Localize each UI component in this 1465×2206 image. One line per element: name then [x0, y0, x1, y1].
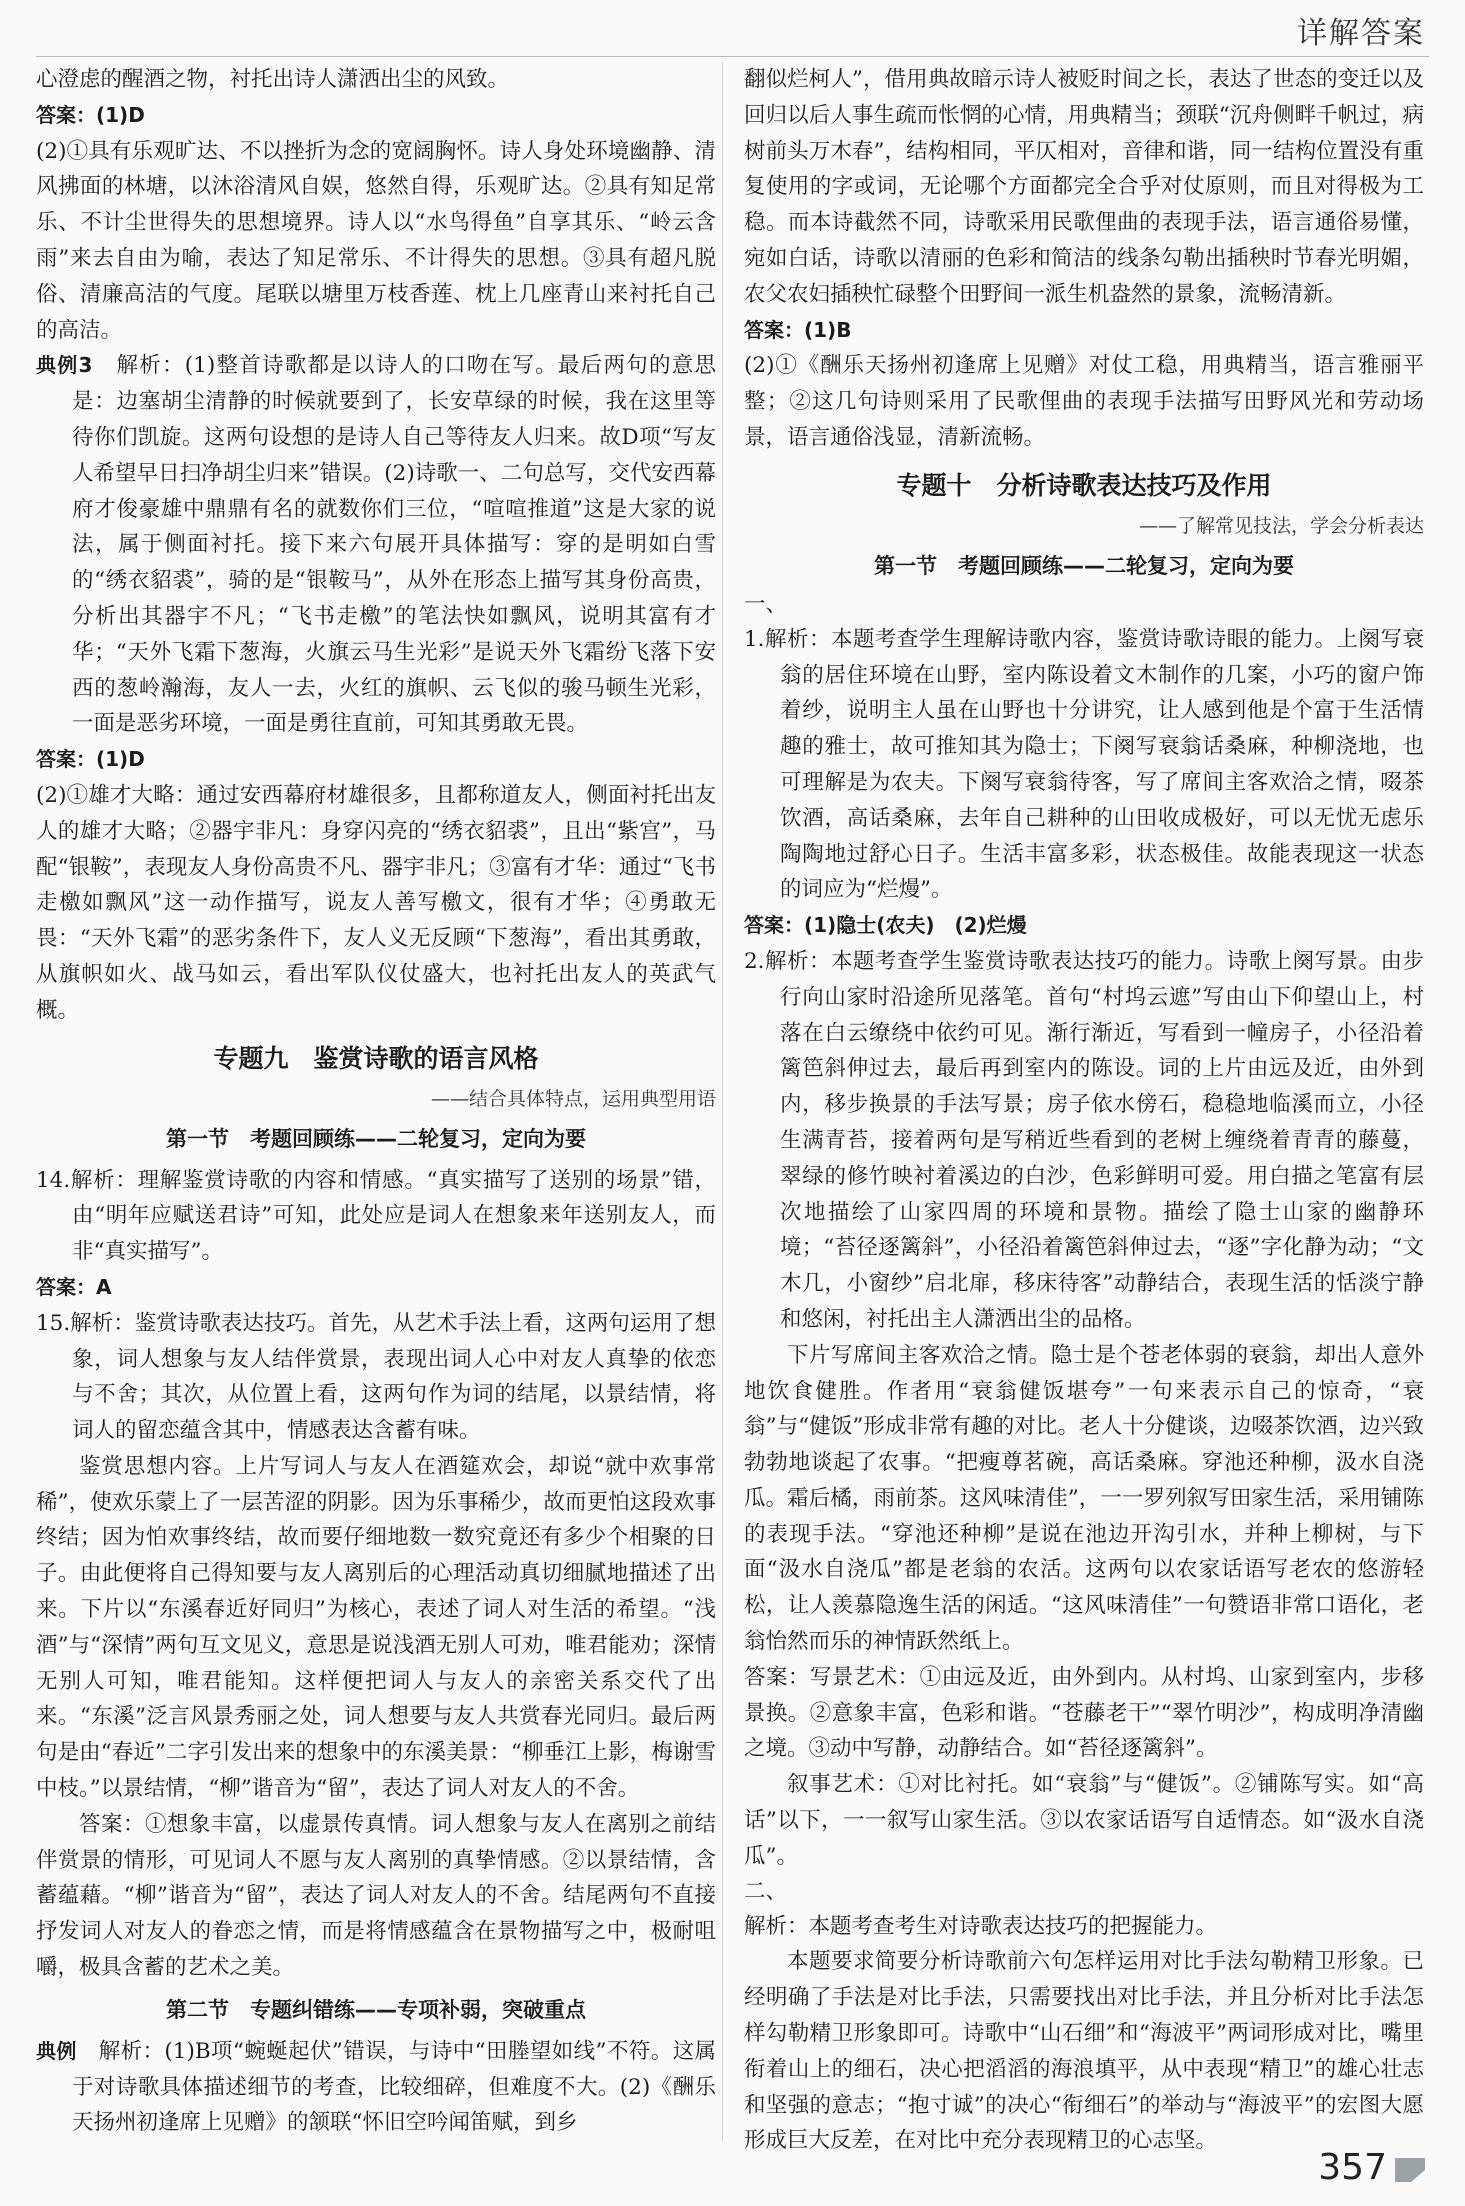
paragraph: 翻似烂柯人”，借用典故暗示诗人被贬时间之长，表达了世态的变迁以及回归以后人事生疏而怅惘的心情，用典精当；颈联“沉舟侧畔千帆过，病树前头万木春”，结构相同，平仄相对，音律和谐，同一结构位置没有重复使用的字或词，无论哪个方面都完全合乎对仗原则，而且对得极为工稳。而本诗截然不同，诗歌采用民歌俚曲的表现手法，语言通俗易懂，宛如白话，诗歌以清丽的色彩和简洁的线条勾勒出插秧时节春光明媚，农父农妇插秧忙碌整个田野间一派生机盎然的景象，流畅清新。: [744, 67, 1424, 307]
answer-line: 答案：(1)B: [744, 317, 852, 342]
paragraph: (2)①雄才大略：通过安西幕府材雄很多，且都称道友人，侧面衬托出友人的雄才大略；②器宇非凡：身穿闪亮的“绣衣貂裘”，且出“紫宫”，马配“银鞍”，表现友人身份高贵不凡、器宇非凡；③富有才华：通过“飞书走檄如飘风”这一动作描写，说友人善写檄文，很有才华；④勇敢无畏：“天外飞霜”的恶劣条件下，友人义无反顾“下葱海”，看出其勇敢，从旗帜如火、战马如云，看出军队仪仗盛大，也衬托出友人的英武气概。: [36, 782, 716, 1023]
right-column: [744, 62, 1424, 2154]
answer-line: 答案：(1)D: [36, 102, 145, 127]
paragraph: (2)①具有乐观旷达、不以挫折为念的宽阔胸怀。诗人身处环境幽静、清风拂面的林塘，以沐浴清风自娱，悠然自得，乐观旷达。②具有知足常乐、不计尘世得失的思想境界。诗人以“水鸟得鱼”自享其乐、“岭云含雨”来去自由为喻，表达了知足常乐、不计得失的思想。③具有超凡脱俗、清廉高洁的气度。尾联以塘里万枝香莲、枕上几座青山来衬托自己的高洁。: [36, 138, 716, 343]
answer-line: 答案：(1)隐士(农夫) (2)烂熳: [744, 913, 1027, 938]
paragraph: 下片写席间主客欢洽之情。隐士是个苍老体弱的衰翁，却出人意外地饮食健胜。作者用“衰翁健饭堪夸”一句来表示自己的惊奇，“衰翁”与“健饭”形成非常有趣的对比。老人十分健谈，边啜茶饮酒，边兴致勃勃地谈起了农事。“把瘦尊茗碗，高话桑麻。穿池还种柳，汲水自浇瓜。霜后橘，雨前茶。这风味清佳”，一一罗列叙写田家生活，采用铺陈的表现手法。“穿池还种柳”是说在池边开沟引水，并种上柳树，与下面“汲水自浇瓜”都是老翁的农活。这两句以农家话语写老农的悠游轻松，让人羡慕隐逸生活的闲适。“这风味清佳”一句赞语非常口语化，老翁怡然而乐的神情跃然纸上。: [744, 1342, 1424, 1655]
example-label: 典例: [36, 2038, 77, 2063]
column-divider: [722, 62, 723, 2142]
topic-9-title: 专题九 鉴赏诗歌的语言风格: [213, 1043, 539, 1073]
paragraph: 心澄虑的醒酒之物，衬托出诗人潇洒出尘的风致。: [36, 67, 510, 92]
page-header-title: 详解答案: [1297, 16, 1425, 51]
paragraph: (2)①《酬乐天扬州初逢席上见赠》对仗工稳，用典精当，语言雅丽平整；②这几句诗则采用了民歌俚曲的表现手法描写田野风光和劳动场景，语言通俗浅显，清新流畅。: [744, 353, 1424, 450]
topic-10-title: 专题十 分析诗歌表达技巧及作用: [896, 470, 1272, 500]
answer-paragraph: 叙事艺术：①对比衬托。如“衰翁”与“健饭”。②铺陈写实。如“高话”以下，一一叙写山家生活。③以农家话语写自适情态。如“汲水自浇瓜”。: [744, 1772, 1424, 1869]
topic-10-subtitle: ——了解常见技法，学会分析表达: [1138, 514, 1424, 537]
header-rule: [36, 56, 1429, 57]
part-marker: 一、: [744, 591, 788, 617]
question-3: 解析：本题考查考生对诗歌表达技巧的把握能力。: [744, 1913, 1218, 1939]
example-body: 解析：(1)B项“蜿蜒起伏”错误，与诗中“田塍望如线”不符。这属于对诗歌具体描述细节的考查，比较细碎，但难度不大。(2)《酬乐天扬州初逢席上见赠》的颔联“怀旧空吟闻笛赋，到乡: [72, 2038, 716, 2136]
example-body: 解析：(1)整首诗歌都是以诗人的口吻在写。最后两句的意思是：边塞胡尘清静的时候就要到了，长安草绿的时候，我在这里等待你们凯旋。这两句设想的是诗人自己等待友人归来。故D项“写友人希望早日扫净胡尘归来”错误。(2)诗歌一、二句总写，交代安西幕府才俊豪雄中鼎鼎有名的就数你们三位，“喧喧推道”这是大家的说法，属于侧面衬托。接下来六句展开具体描写：穿的是明如白雪的“绣衣貂裘”，骑的是“银鞍马”，从外在形态上描写其身份高贵，分析出其器宇不凡；“飞书走檄”的笔法快如飘风，说明其富有才华；“天外飞霜下葱海，火旗云马生光彩”是说天外飞霜纷飞落下安西的葱岭瀚海，友人一去，火红的旗帜、云飞似的骏马顿生光彩，一面是恶劣环境，一面是勇往直前，可知其勇敢无畏。: [72, 353, 716, 737]
left-column: [36, 62, 716, 2142]
section-1-title: 第一节 考题回顾练——二轮复习，定向为要: [874, 553, 1294, 578]
question-1: 1.解析：本题考查学生理解诗歌内容，鉴赏诗歌诗眼的能力。上阕写衰翁的居住环境在山野，室内陈设着文木制作的几案，小巧的窗户饰着纱，说明主人虽在山野也十分讲究，让人感到他是个富于生活情趣的雅士，故可推知其为隐士；下阕写衰翁话桑麻，种柳浇地，也可理解是为农夫。下阕写衰翁待客，写了席间主客欢洽之情，啜茶饮酒，高话桑麻，去年自己耕种的山田收成极好，可以无忧无虑乐陶陶地过舒心日子。生活丰富多彩，状态极佳。故能表现这一状态的词应为“烂熳”。: [744, 626, 1424, 903]
page-corner-icon: [1395, 2158, 1425, 2182]
paragraph: 本题要求简要分析诗歌前六句怎样运用对比手法勾勒精卫形象。已经明确了手法是对比手法，只需要找出对比手法，并且分析对比手法怎样勾勒精卫形象即可。诗歌中“山石细”和“海波平”两词形成对比，嘴里衔着山上的细石，决心把滔滔的海浪填平，从中表现“精卫”的雄心壮志和坚强的意志；“抱寸诚”的决心“衔细石”的举动与“海波平”的宏图大愿形成巨大反差，在对比中充分表现精卫的心志坚。: [744, 1949, 1424, 2154]
topic-9-subtitle: ——结合具体特点，运用典型用语: [430, 1087, 716, 1110]
question-2: 2.解析：本题考查学生鉴赏诗歌表达技巧的能力。诗歌上阕写景。由步行向山家时沿途所见落笔。首句“村坞云遮”写由山下仰望山上，村落在白云缭绕中依约可见。渐行渐近，写看到一幢房子，小径沿着篱笆斜伸过去，最后再到室内的陈设。词的上片由远及近，由外到内，移步换景的手法写景；房子依水傍石，稳稳地临溪而立，小径生满青苔，接着两句是写稍近些看到的老树上缠绕着青青的藤蔓，翠绿的修竹映衬着溪边的白沙，色彩鲜明可爱。用白描之笔富有层次地描绘了山家四周的环境和景物。描绘了隐士山家的幽静环境；“苔径逐篱斜”，小径沿着篱笆斜伸过去，“逐”字化静为动；“文木几，小窗纱”启北扉，移床待客”动静结合，表现生活的恬淡宁静和悠闲，衬托出主人潇洒出尘的品格。: [744, 948, 1424, 1332]
answer-line: 答案：(1)D: [36, 747, 145, 772]
example: [36, 2034, 716, 2141]
part-marker: 二、: [744, 1878, 788, 1904]
page-number: 357: [1318, 2147, 1387, 2188]
example-label: 典例3: [36, 353, 93, 378]
answer-paragraph: 答案：写景艺术：①由远及近，由外到内。从村坞、山家到室内，步移景换。②意象丰富，色彩和谐。“苍藤老干”“翠竹明沙”，构成明净清幽之境。③动中写静，动静结合。如“苔径逐篱斜”。: [744, 1664, 1424, 1762]
answer-line: 答案：A: [36, 1274, 112, 1299]
example-3: [36, 348, 716, 742]
section-2-title: 第二节 专题纠错练——专项补弱，突破重点: [166, 1997, 586, 2022]
answer-paragraph: 答案：①想象丰富，以虚景传真情。词人想象与友人在离别之前结伴赏景的情形，可见词人不愿与友人离别的真挚情感。②以景结情，含蓄蕴藉。“柳”谐音为“留”，表达了词人对友人的不舍。结尾两句不直接抒发词人对友人的眷恋之情，而是将情感蕴含在景物描写之中，极耐咀嚼，极具含蓄的艺术之美。: [36, 1811, 716, 1981]
question-14: 14.解析：理解鉴赏诗歌的内容和情感。“真实描写了送别的场景”错，由“明年应赋送君诗”可知，此处应是词人在想象来年送别友人，而非“真实描写”。: [36, 1167, 716, 1265]
question-15: 15.解析：鉴赏诗歌表达技巧。首先，从艺术手法上看，这两句运用了想象，词人想象与友人结伴赏景，表现出词人心中对友人真挚的依恋与不舍；其次，从位置上看，这两句作为词的结尾，以景结情，将词人的留恋蕴含其中，情感表达含蓄有味。: [36, 1310, 716, 1444]
paragraph: 鉴赏思想内容。上片写词人与友人在酒筵欢会，却说“就中欢事常稀”，使欢乐蒙上了一层苦涩的阴影。因为乐事稀少，故而更怕这段欢事终结；因为怕欢事终结，故而要仔细地数一数究竟还有多少个相聚的日子。由此便将自己得知要与友人离别后的心理活动真切细腻地描述了出来。下片以“东溪春近好同归”为核心，表述了词人对生活的希望。“浅酒”与“深情”两句互文见义，意思是说浅酒无别人可劝，唯君能劝；深情无别人可知，唯君能知。这样便把词人与友人的亲密关系交代了出来。“东溪”泛言风景秀丽之处，词人想要与友人共赏春光同归。最后两句是由“春近”二字引发出来的想象中的东溪美景：“柳垂江上影，梅谢雪中枝。”以景结情，“柳”谐音为“留”，表达了词人对友人的不舍。: [36, 1453, 716, 1802]
section-1-title: 第一节 考题回顾练——二轮复习，定向为要: [166, 1126, 586, 1151]
